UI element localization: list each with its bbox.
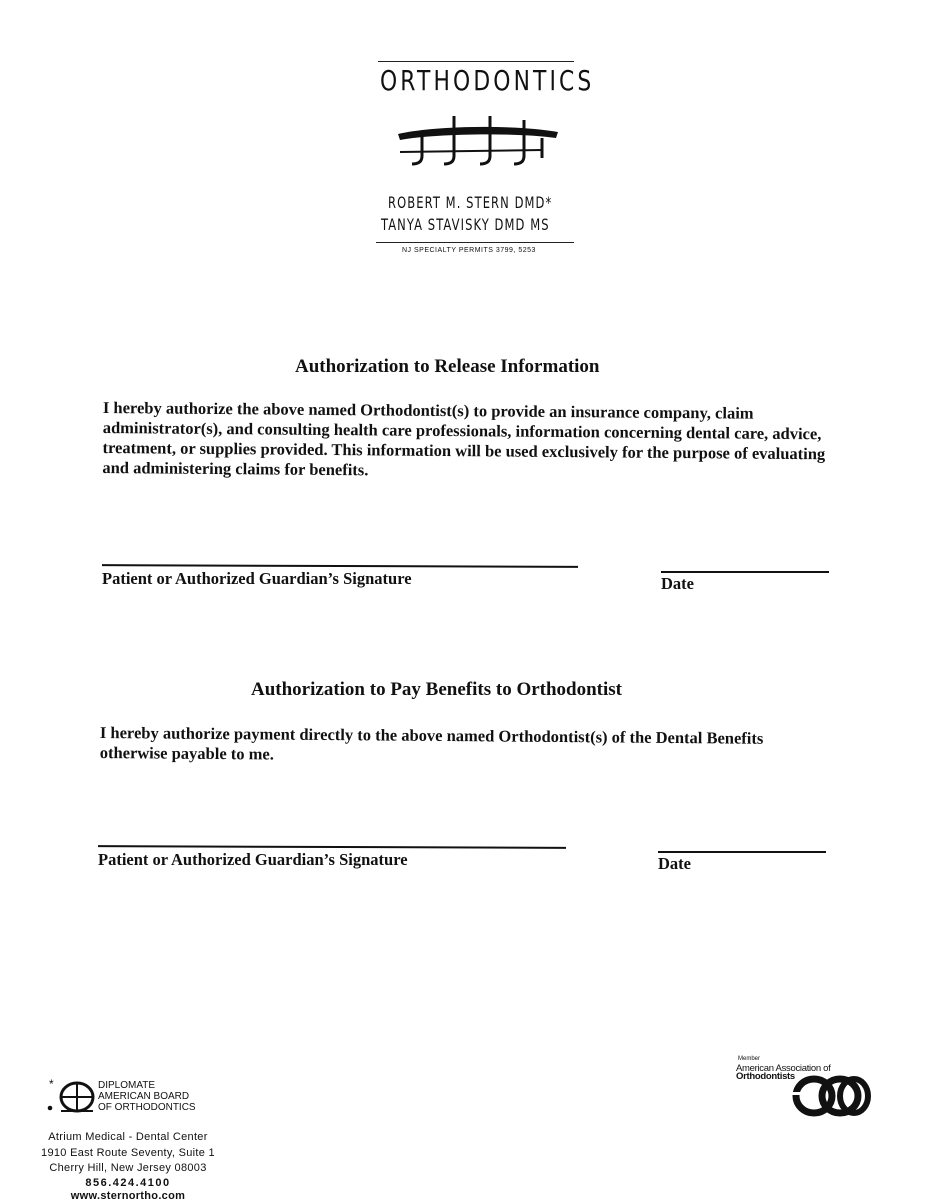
release-section-title: Authorization to Release Information [295, 356, 600, 377]
aao-name-line-2: Orthodontists [736, 1071, 795, 1082]
abo-text-line-1: DIPLOMATE [98, 1080, 156, 1091]
specialty-permits: NJ SPECIALTY PERMITS 3799, 5253 [402, 247, 536, 254]
release-date-label: Date [661, 574, 694, 593]
address-line-2: 1910 East Route Seventy, Suite 1 [41, 1147, 215, 1159]
abo-text-line-2: AMERICAN BOARD [98, 1091, 190, 1102]
doctor-name-2: TANYA STAVISKY DMD MS [381, 215, 550, 234]
doctor-name-1: ROBERT M. STERN DMD* [388, 193, 553, 212]
diplomate-asterisk: * [49, 1077, 54, 1091]
address-line-3: Cherry Hill, New Jersey 08003 [49, 1162, 207, 1174]
benefits-signature-line[interactable] [98, 845, 566, 848]
practice-name: ORTHODONTICS [380, 64, 595, 97]
benefits-section-title: Authorization to Pay Benefits to Orthodontist [251, 679, 623, 700]
abo-text-line-3: OF ORTHODONTICS [98, 1102, 196, 1113]
aao-member-label: Member [738, 1056, 761, 1062]
release-section-body: I hereby authorize the above named Orthodontist(s) to provide an insurance company, claim administrator(s), and consulting health care professionals, information concerning dental care, advice, treatment, or supplies provided. This information will be used exclusively for the purpose of evaluating and administering claims for benefits. [102, 398, 826, 480]
address-line-1: Atrium Medical - Dental Center [48, 1131, 208, 1143]
phone-number: 856.424.4100 [85, 1177, 171, 1189]
benefits-date-line[interactable] [658, 851, 826, 853]
aao-name-line-1: American Association of [736, 1063, 831, 1074]
website-link[interactable]: www.sternortho.com [70, 1190, 186, 1202]
benefits-signature-label: Patient or Authorized Guardian’s Signature [98, 850, 408, 869]
benefits-section-body: I hereby authorize payment directly to the above named Orthodontist(s) of the Dental Benefits otherwise payable to me. [99, 723, 764, 764]
release-signature-label: Patient or Authorized Guardian’s Signature [102, 569, 412, 588]
abo-logo-icon [47, 1079, 99, 1115]
aao-logo-icon [792, 1072, 872, 1118]
letterhead-top-rule [378, 61, 574, 62]
tooth-logo-icon [392, 112, 562, 170]
release-signature-line[interactable] [102, 564, 578, 567]
benefits-date-label: Date [658, 854, 691, 873]
letterhead-bottom-rule [376, 242, 574, 243]
release-date-line[interactable] [661, 571, 829, 573]
